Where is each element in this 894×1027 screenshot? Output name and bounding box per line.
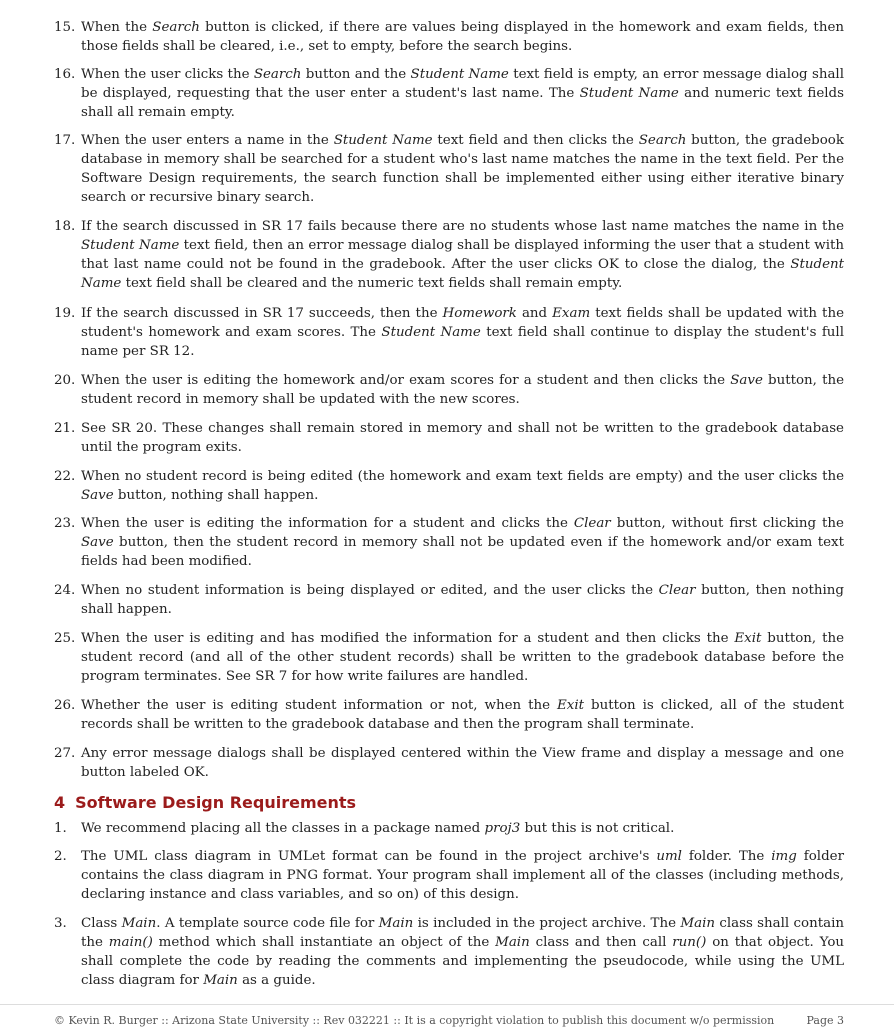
- requirement-item-text: When the user is editing the information for a student and clicks the Clear button, without first clicking the Save button, then the student record in memory shall not be updated even if the homework and/or exam text fields had been modified.: [81, 516, 844, 569]
- emphasis-term: Student Name: [81, 257, 844, 291]
- page-footer: [54, 1014, 844, 1027]
- emphasis-term: main(): [108, 935, 153, 950]
- emphasis-term: Main: [121, 916, 157, 931]
- emphasis-term: run(): [672, 935, 707, 950]
- requirement-item-text: When no student record is being edited (the homework and exam text fields are empty) and the user clicks the Save button, nothing shall happen.: [81, 469, 844, 503]
- requirement-item: [54, 629, 844, 686]
- emphasis-term: Student Name: [410, 67, 509, 82]
- emphasis-term: Save: [81, 488, 114, 503]
- emphasis-term: Clear: [573, 516, 611, 531]
- design-requirement-item-number: 2.: [54, 849, 67, 864]
- page-number: Page 3: [806, 1014, 844, 1027]
- requirement-item: [54, 217, 844, 293]
- emphasis-term: Save: [730, 373, 763, 388]
- emphasis-term: Save: [81, 535, 114, 550]
- requirement-item: [54, 65, 844, 122]
- requirement-item-number: 21.: [54, 421, 76, 436]
- requirement-item-number: 23.: [54, 516, 76, 531]
- emphasis-term: Clear: [658, 583, 696, 598]
- requirement-item: [54, 581, 844, 619]
- requirement-item-number: 16.: [54, 67, 76, 82]
- emphasis-term: Search: [253, 67, 302, 82]
- requirement-item-text: If the search discussed in SR 17 fails because there are no students whose last name matches the name in the Student Name text field, then an error message dialog shall be displayed informing the user that a student with that last name could not be found in the gradebook. After the user clicks OK to close the dialog, the Student Name text field shall be cleared and the numeric text fields shall remain empty.: [81, 219, 845, 291]
- design-requirement-item: [54, 914, 844, 990]
- requirement-item-text: Whether the user is editing student information or not, when the Exit button is clicked, all of the student records shall be written to the gradebook database and then the program shall terminate.: [81, 698, 844, 732]
- emphasis-term: Search: [152, 20, 200, 35]
- requirement-item-text: When the user clicks the Search button and the Student Name text field is empty, an error message dialog shall be displayed, requesting that the user enter a student's last name. The Student Name and numeric text fields shall all remain empty.: [81, 67, 844, 120]
- footer-divider: [0, 1004, 894, 1005]
- requirement-item: [54, 18, 844, 56]
- requirement-item: [54, 304, 844, 361]
- requirement-item: [54, 371, 844, 409]
- emphasis-term: Main: [378, 916, 414, 931]
- requirement-item-number: 27.: [54, 746, 76, 761]
- design-requirement-item-text: Class Main. A template source code file for Main is included in the project archive. The Main class shall contain the main() method which shall instantiate an object of the Main class and then call run() on that object. You shall complete the code by reading the comments and implementing the pseudocode, while using the UML class diagram for Main as a guide.: [81, 916, 845, 988]
- emphasis-term: uml: [656, 849, 682, 864]
- emphasis-term: Student Name: [81, 238, 180, 253]
- emphasis-term: Student Name: [579, 86, 679, 101]
- design-requirement-item: [54, 847, 844, 904]
- emphasis-term: Main: [680, 916, 715, 931]
- requirement-item-number: 19.: [54, 306, 76, 321]
- design-requirement-item-number: 1.: [54, 821, 67, 836]
- emphasis-term: Exit: [734, 631, 762, 646]
- requirement-item-text: When the user is editing the homework and/or exam scores for a student and then clicks the Save button, the student record in memory shall be updated with the new scores.: [81, 373, 845, 407]
- requirement-item: [54, 744, 844, 782]
- emphasis-term: Main: [495, 935, 530, 950]
- emphasis-term: Exit: [557, 698, 585, 713]
- requirement-item-text: If the search discussed in SR 17 succeeds, then the Homework and Exam text fields shall be updated with the student's homework and exam scores. The Student Name text field shall continue to display the student's full name per SR 12.: [81, 306, 844, 359]
- requirement-item-text: When the Search button is clicked, if there are values being displayed in the homework and exam fields, then those fields shall be cleared, i.e., set to empty, before the search begins.: [81, 20, 844, 54]
- design-requirement-item: [54, 819, 844, 838]
- requirement-item: [54, 467, 844, 505]
- design-requirement-item-text: The UML class diagram in UMLet format can be found in the project archive's uml folder. The img folder contains the class diagram in PNG format. Your program shall implement all of the classes (including methods, declaring instance and class variables, and so on) of this design.: [81, 849, 844, 902]
- requirement-item-text: When the user enters a name in the Student Name text field and then clicks the Search button, the gradebook database in memory shall be searched for a student who's last name matches the name in the text field. Per the Software Design requirements, the search function shall be implemented either using either iterative binary search or recursive binary search.: [81, 133, 844, 205]
- section-heading: [54, 793, 356, 812]
- requirement-item-number: 20.: [54, 373, 76, 388]
- requirement-item-number: 18.: [54, 219, 76, 234]
- requirement-item: [54, 131, 844, 207]
- design-requirement-item-text: We recommend placing all the classes in a package named proj3 but this is not critical.: [81, 821, 675, 836]
- section-title: Software Design Requirements: [75, 793, 357, 812]
- emphasis-term: proj3: [484, 821, 521, 836]
- footer-copyright: © Kevin R. Burger :: Arizona State University :: Rev 032221 :: It is a copyright violation to publish this document w/o permission: [54, 1014, 775, 1027]
- emphasis-term: Student Name: [381, 325, 481, 340]
- emphasis-term: img: [771, 849, 797, 864]
- emphasis-term: Main: [203, 973, 238, 988]
- requirement-item-number: 15.: [54, 20, 76, 35]
- requirement-item-number: 22.: [54, 469, 76, 484]
- requirement-item: [54, 696, 844, 734]
- requirement-item-number: 26.: [54, 698, 76, 713]
- requirement-item-text: See SR 20. These changes shall remain stored in memory and shall not be written to the gradebook database until the program exits.: [81, 421, 844, 455]
- requirement-item: [54, 419, 844, 457]
- section-number: 4: [54, 793, 66, 812]
- requirement-item-number: 25.: [54, 631, 76, 646]
- emphasis-term: Exam: [552, 306, 591, 321]
- requirement-item-number: 24.: [54, 583, 76, 598]
- emphasis-term: Homework: [442, 306, 517, 321]
- requirement-item-text: Any error message dialogs shall be displayed centered within the View frame and display a message and one button labeled OK.: [81, 746, 844, 780]
- requirement-item-text: When the user is editing and has modified the information for a student and then clicks the Exit button, the student record (and all of the other student records) shall be written to the gradebook database before the program terminates. See SR 7 for how write failures are handled.: [81, 631, 844, 684]
- requirement-item: [54, 514, 844, 571]
- requirement-item-text: When no student information is being displayed or edited, and the user clicks the Clear button, then nothing shall happen.: [81, 583, 844, 617]
- emphasis-term: Search: [638, 133, 687, 148]
- requirement-item-number: 17.: [54, 133, 76, 148]
- emphasis-term: Student Name: [333, 133, 433, 148]
- design-requirement-item-number: 3.: [54, 916, 67, 931]
